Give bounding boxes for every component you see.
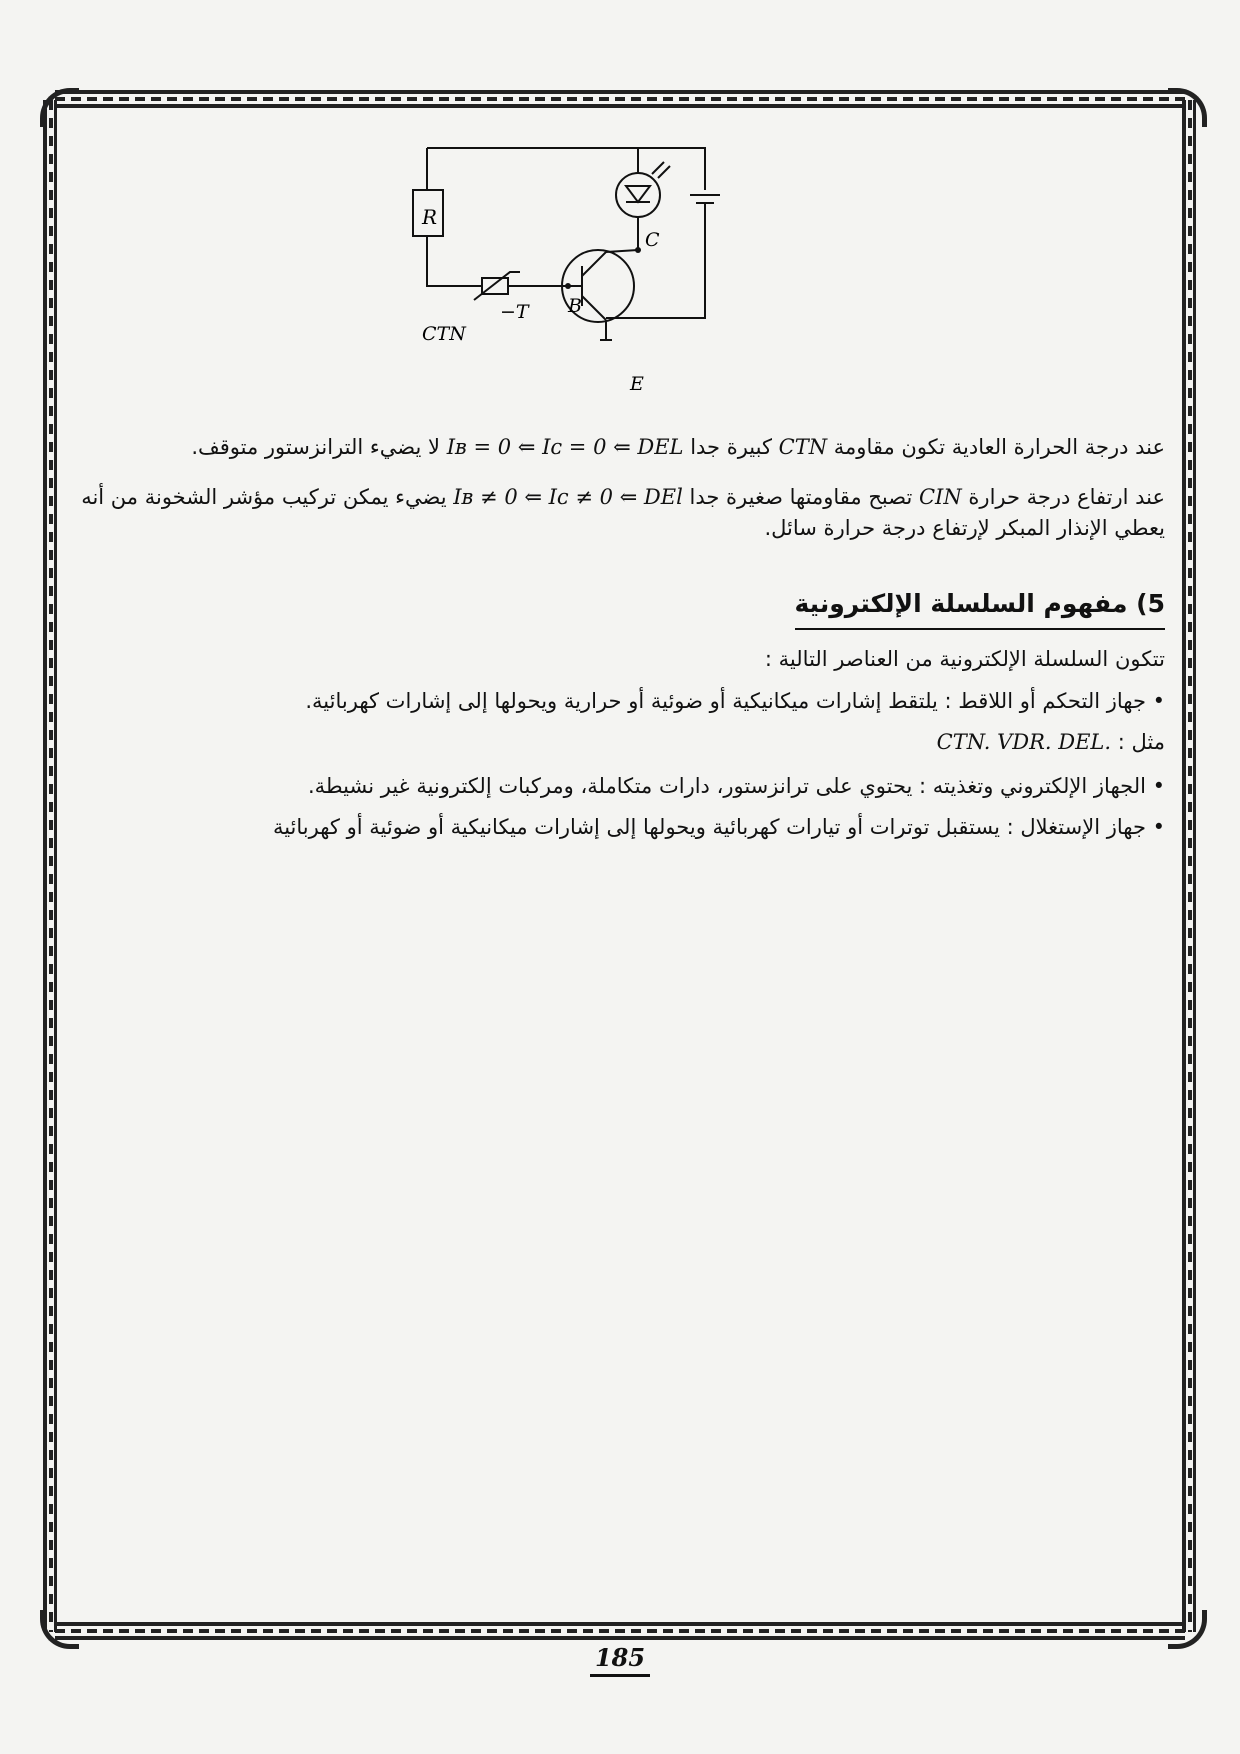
list-item-sensor: • جهاز التحكم أو اللاقط : يلتقط إشارات ميكانيكية أو ضوئية أو حرارية ويحولها إلى إشارات كهربائية. [80, 686, 1165, 718]
p2-math: Iʙ ≠ 0 ⇐ Iᴄ ≠ 0 ⇐ DEl [453, 484, 683, 509]
list-item-output-device: • جهاز الإستغلال : يستقبل توترات أو تيارات كهربائية ويحولها إلى إشارات ميكانيكية أو ضوئية أو كهربائية [80, 812, 1165, 844]
p2-text-a: عند ارتفاع درجة حرارة [968, 484, 1165, 509]
frame-corner [40, 1610, 79, 1649]
top-wire [427, 148, 705, 190]
section-intro: تتكون السلسلة الإلكترونية من العناصر التالية : [764, 647, 1165, 671]
led-light-arrows [652, 162, 670, 178]
components-list [80, 686, 1165, 718]
battery-symbol [606, 195, 720, 318]
paragraph-normal-temperature [80, 432, 1165, 464]
frame-corner [40, 88, 79, 127]
p1-math: Iʙ = 0 ⇐ Iᴄ = 0 ⇐ DEL [446, 435, 684, 459]
example-label: مثل : [1117, 730, 1165, 754]
collector-node [635, 247, 641, 253]
page-number: 185 [590, 1643, 650, 1677]
p1-text-c: لا يضيء الترانزستور متوقف. [191, 435, 441, 459]
example-line [80, 727, 1165, 759]
p1-ctn: CTN [778, 435, 828, 459]
frame-bottom-border [55, 1622, 1185, 1640]
p1-text-b: كبيرة جدا [690, 435, 772, 459]
frame-corner [1168, 1610, 1207, 1649]
p2-text-b: تصبح مقاومتها صغيرة جدا [689, 484, 913, 509]
p1-text-a: عند درجة الحرارة العادية تكون مقاومة [833, 435, 1165, 459]
collector-label: C [645, 229, 660, 251]
list-item-electronic-device: • الجهاز الإلكتروني وتغذيته : يحتوي على ترانزستور، دارات متكاملة، ومركبات إلكترونية غير نشيطة. [80, 771, 1165, 803]
p2-text-c: يضيء يمكن تركيب مؤشر الشخونة من أنه يعطي الإنذار المبكر لإرتفاع درجة حرارة سائل. [81, 484, 1165, 540]
led-circle [616, 173, 660, 217]
section-heading [80, 585, 1165, 631]
frame-corner [1168, 88, 1207, 127]
p2-cin: CIN [918, 484, 962, 509]
thermistor-mark: −T [500, 301, 529, 323]
transistor-circuit-diagram [400, 140, 740, 400]
frame-right-border [1182, 100, 1196, 1632]
example-values: CTN. VDR. DEL. [936, 730, 1112, 754]
emitter-wire [600, 320, 612, 340]
led-symbol [606, 148, 650, 252]
components-list-continued [80, 771, 1165, 844]
paragraph-high-temperature [80, 482, 1165, 545]
section-title: 5) مفهوم السلسلة الإلكترونية [795, 585, 1165, 631]
base-node [565, 283, 571, 289]
thermistor-label: CTN [422, 323, 466, 345]
frame-top-border [55, 90, 1185, 108]
emitter-label: E [630, 373, 644, 395]
frame-left-border [43, 100, 57, 1632]
resistor-label: R [422, 205, 438, 229]
page-content [80, 432, 1165, 854]
base-label: B [568, 295, 582, 317]
